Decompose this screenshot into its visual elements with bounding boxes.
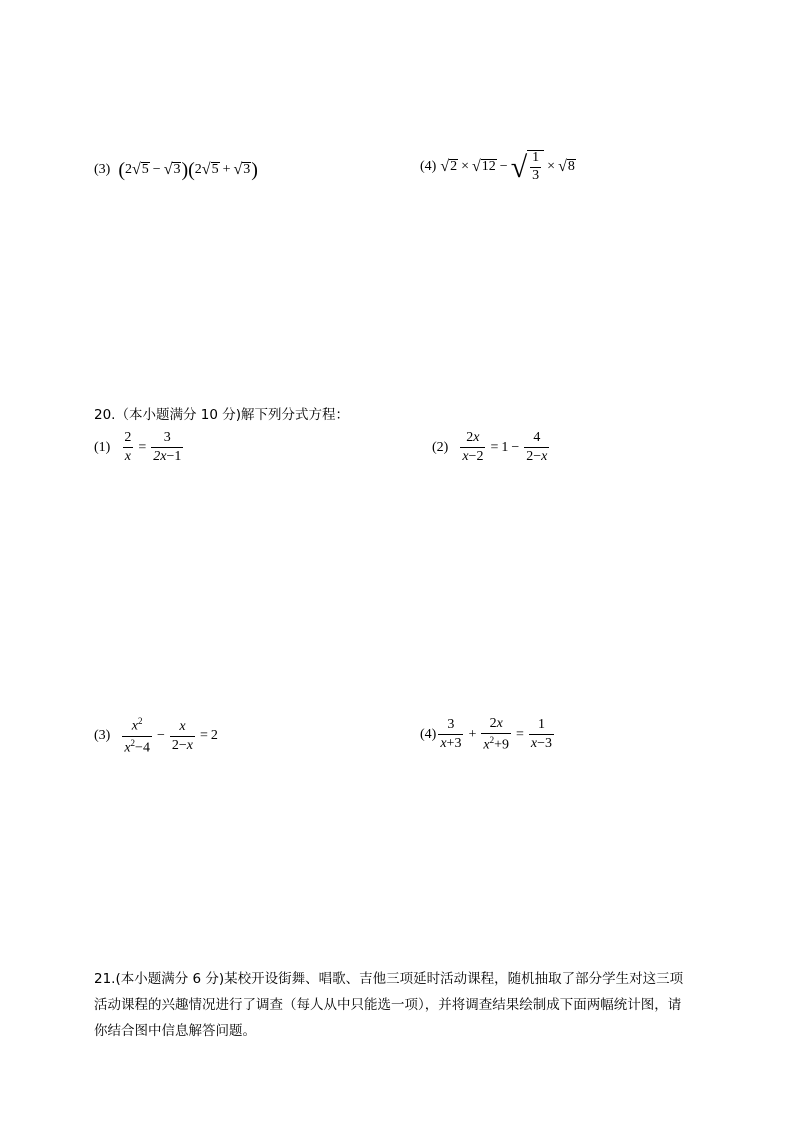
q20-part1: (1) $\frac{2}{x}$ = $\frac{3}{2x-1}$ xyxy=(94,430,182,464)
q20-part1-label: (1) xyxy=(94,439,111,455)
q21-line2: 活动课程的兴趣情况进行了调查（每人从中只能选一项），并将调查结果绘制成下面两幅统计图，请 xyxy=(94,997,682,1013)
q20-part4: (4) $\frac{3}{x+3}$ + $\frac{2x}{x^2+9}$ = $\frac{1}{x-3}$ xyxy=(420,716,553,753)
q21-text xyxy=(94,966,714,1044)
q19-part3-label: (3) xyxy=(94,162,111,177)
q19-part3: (3) ( 2 √ 5 − √ 3 )( 2 √ 5 + √ 3 ) xyxy=(94,159,258,181)
q21-line3: 你结合图中信息解答问题。 xyxy=(94,1023,256,1039)
q20-part3-label: (3) xyxy=(94,728,111,744)
q21-line1: 21.(本小题满分 6 分)某校开设街舞、唱歌、吉他三项延时活动课程，随机抽取了部分学生对这三项 xyxy=(94,971,684,987)
q20-part3: (3) $\frac{x^2}{x^2-4}$ − $\frac{x}{2-x}$ = 2 xyxy=(94,716,218,756)
q20-part2: (2) $\frac{2x}{x-2}$ = 1 − $\frac{4}{2-x}$ xyxy=(432,430,548,464)
q20-part4-label: (4) xyxy=(420,726,437,742)
q20-part2-label: (2) xyxy=(432,439,449,455)
q20-heading: 20.（本小题满分 10 分)解下列分式方程： xyxy=(94,407,349,423)
q19-part4-label: (4) xyxy=(420,158,437,174)
q19-part4: (4) √ 2 × √ 12 − √ $\frac{1}{3}$ × √ 8 xyxy=(420,150,575,185)
